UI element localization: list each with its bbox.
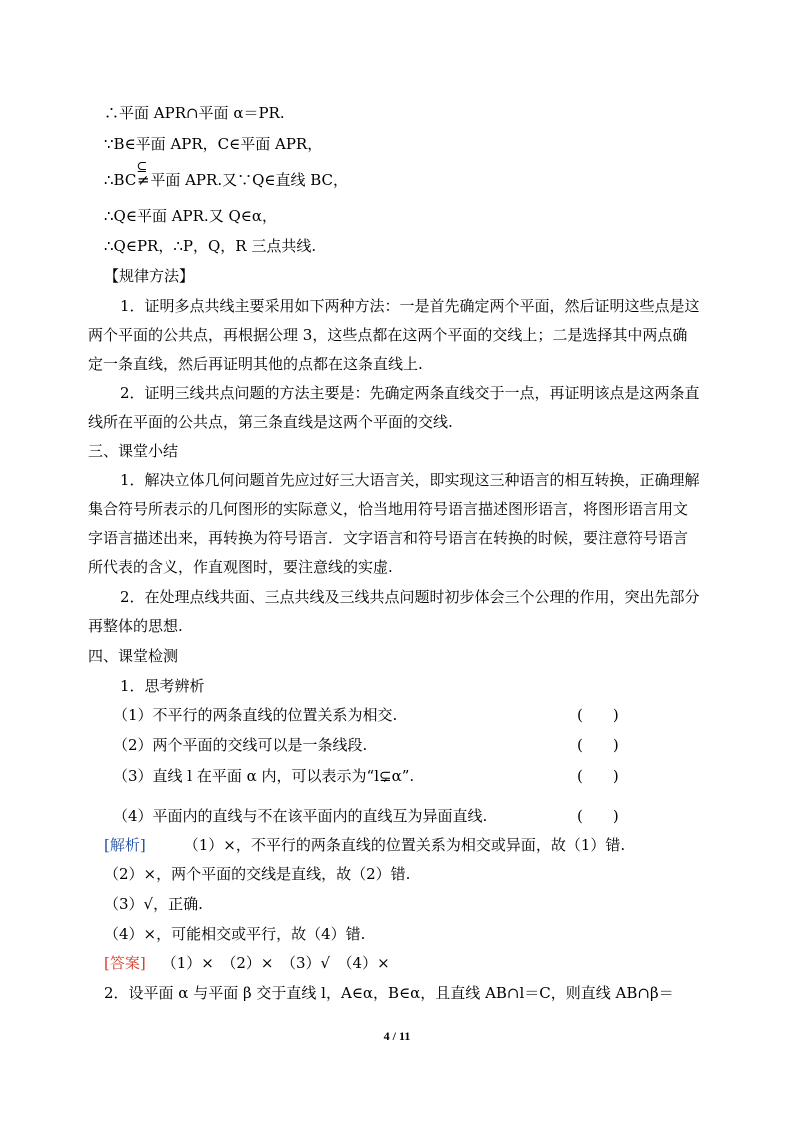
- summary-p1-line-2: 集合符号所表示的几何图形的实际意义，恰当地用符号语言描述图形语言，将图形语言用文: [88, 500, 689, 518]
- summary-p1-line-3: 字语言描述出来，再转换为符号语言．文字语言和符号语言在转换的时候，要注意符号语言: [88, 529, 689, 547]
- summary-p1-line-4: 所代表的含义，作直观图时，要注意线的实虚.: [88, 558, 393, 576]
- question-1-item-2: [113, 735, 633, 755]
- proof-line-3-end: 平面 APR.又∵Q∈直线 BC，: [150, 171, 349, 189]
- proper-subset-symbol: [136, 160, 150, 190]
- item-text: （3）直线 l 在平面 α 内，可以表示为“l⊊α”.: [113, 767, 415, 785]
- proof-line-1: ∴平面 APR∩平面 α＝PR.: [104, 104, 285, 122]
- method-p1-line-1: 1．证明多点共线主要采用如下两种方法：一是首先确定两个平面，然后证明这些点是这: [120, 297, 700, 315]
- summary-p2-line-1: 2．在处理点线共面、三点共线及三线共点问题时初步体会三个公理的作用，突出先部分: [120, 588, 700, 606]
- answer-blank: ( ): [577, 706, 619, 724]
- subset-symbol-bottom: ≠: [137, 171, 150, 189]
- method-p2-line-2: 线所在平面的公共点，第三条直线是这两个平面的交线.: [88, 413, 453, 431]
- method-p2-line-1: 2．证明三线共点问题的方法主要是：先确定两条直线交于一点，再证明该点是这两条直: [120, 384, 700, 402]
- summary-p2-line-2: 再整体的思想.: [88, 617, 183, 635]
- answer-tag: [答案]: [104, 954, 146, 972]
- method-heading: 【规律方法】: [104, 267, 195, 285]
- question-1-title: 1．思考辨析: [120, 677, 205, 695]
- analysis-text-1: （1）×，不平行的两条直线的位置关系为相交或异面，故（1）错.: [183, 836, 626, 854]
- proof-line-5: ∴Q∈PR，∴P，Q，R 三点共线.: [104, 237, 317, 255]
- analysis-line-2: （2）×，两个平面的交线是直线，故（2）错.: [104, 865, 411, 883]
- question-1-item-4: [113, 806, 633, 826]
- method-p1-line-2: 两个平面的公共点，再根据公理 3，这些点都在这两个平面的交线上；二是选择其中两点确: [88, 326, 688, 344]
- proof-line-3-start: ∴BC: [104, 171, 137, 189]
- check-heading: 四、课堂检测: [88, 647, 179, 665]
- answer-blank: ( ): [577, 807, 619, 825]
- analysis-line-1: [104, 835, 625, 855]
- subset-symbol-top: ⊆: [136, 160, 148, 175]
- item-text: （2）两个平面的交线可以是一条线段.: [113, 736, 368, 754]
- analysis-tag: [解析]: [104, 836, 146, 854]
- question-1-item-1: [113, 705, 633, 725]
- proof-line-4: ∴Q∈平面 APR.又 Q∈α，: [104, 207, 277, 225]
- answer-text: （1）× （2）× （3）√ （4）×: [161, 954, 390, 972]
- question-1-item-3: [113, 766, 633, 786]
- analysis-line-3: （3）√，正确.: [104, 895, 203, 913]
- answer-line: [104, 953, 390, 973]
- item-text: （4）平面内的直线与不在该平面内的直线互为异面直线.: [113, 807, 488, 825]
- answer-blank: ( ): [577, 736, 619, 754]
- summary-p1-line-1: 1．解决立体几何问题首先应过好三大语言关，即实现这三种语言的相互转换，正确理解: [120, 471, 700, 489]
- question-2: 2．设平面 α 与平面 β 交于直线 l，A∈α，B∈α，且直线 AB∩l＝C，则直线 AB∩β＝: [104, 984, 674, 1002]
- summary-heading: 三、课堂小结: [88, 442, 179, 460]
- answer-blank: ( ): [577, 767, 619, 785]
- item-text: （1）不平行的两条直线的位置关系为相交.: [113, 706, 398, 724]
- proof-line-2: ∵B∈平面 APR，C∈平面 APR，: [104, 135, 323, 153]
- analysis-line-4: （4）×，可能相交或平行，故（4）错.: [104, 925, 366, 943]
- page-number: 4 / 11: [383, 1029, 411, 1043]
- method-p1-line-3: 定一条直线，然后再证明其他的点都在这条直线上.: [88, 355, 423, 373]
- proof-line-3: [104, 160, 349, 190]
